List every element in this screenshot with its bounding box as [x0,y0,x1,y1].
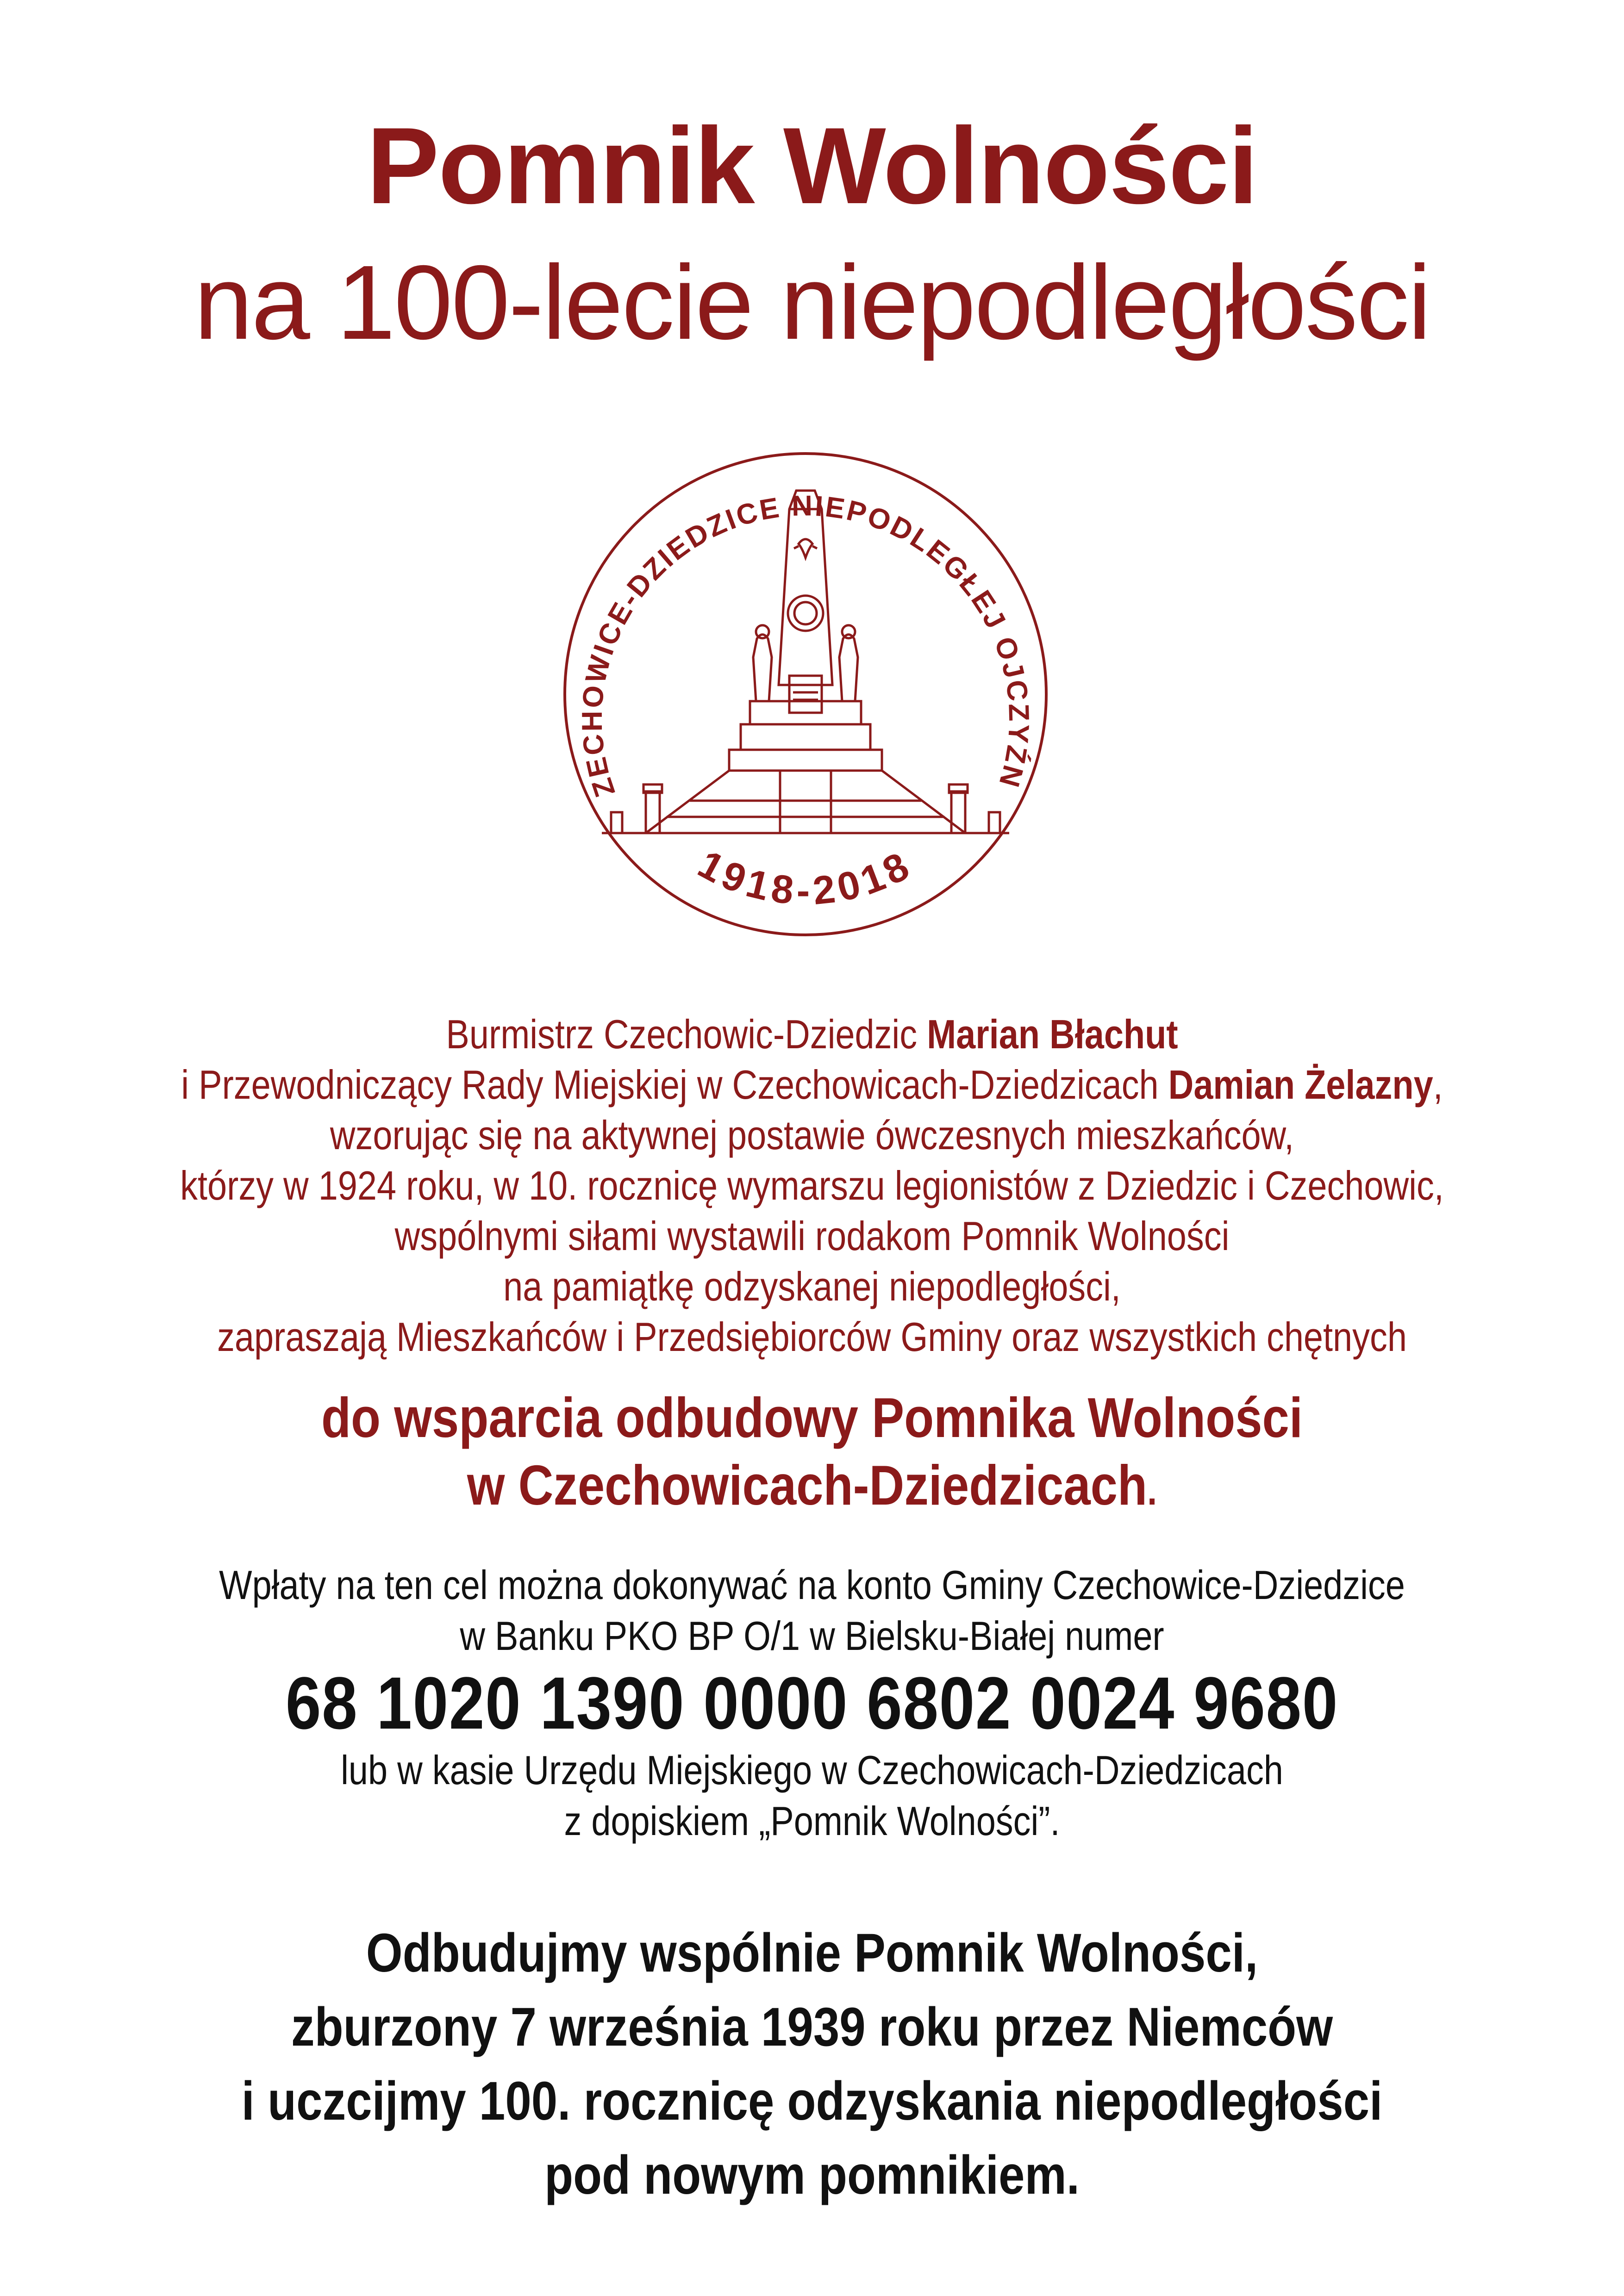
payment-info-2 [114,1745,1511,1847]
appeal-line-4: którzy w 1924 roku, w 10. rocznicę wymarszu legionistów z Dziedzic i Czechowic, [180,1163,1444,1208]
headline-line-2-text: w Czechowicach-Dziedzicach [467,1454,1148,1517]
payment-line-2: w Banku PKO BP O/1 w Bielsku-Białej numer [460,1613,1164,1659]
closing-text [114,1916,1511,2212]
payment-line-3: lub w kasie Urzędu Miejskiego w Czechowicach-Dziedzicach [341,1747,1283,1793]
monument-seal [546,435,1065,953]
appeal-line-2 [114,1059,1511,1110]
appeal-line-1 [114,1009,1511,1059]
council-chair-name: Damian Żelazny [1168,1062,1433,1108]
closing-line-2: zburzony 7 września 1939 roku przez Niemców [291,1997,1333,2058]
seal-years: 1918-2018 [691,841,920,914]
appeal-line-6: na pamiątkę odzyskanej niepodległości, [503,1263,1121,1309]
appeal-text [114,1009,1511,1362]
monument-icon [546,435,1065,953]
closing-line-4: pod nowym pomnikiem. [544,2145,1080,2206]
appeal-line-2-comma: , [1433,1062,1443,1108]
headline-line-2 [114,1451,1511,1524]
closing-line-1: Odbudujmy wspólnie Pomnik Wolności, [366,1923,1258,1984]
payment-info [114,1560,1511,1661]
mayor-name: Marian Błachut [927,1011,1178,1057]
payment-line-1: Wpłaty na ten cel można dokonywać na konto Gminy Czechowice-Dziedzice [219,1562,1405,1608]
seal-ring-text: ZECHOWICE-DZIEDZICE NIEPODLEGŁEJ OJCZYŹN [576,490,1035,801]
appeal-line-2-text: i Przewodniczący Rady Miejskiej w Czechowicach-Dziedzicach [181,1062,1168,1108]
headline-period: . [1147,1468,1157,1513]
page-title: Pomnik Wolności [366,105,1258,226]
support-headline [114,1384,1511,1524]
closing-line-3: i uczcijmy 100. rocznicę odzyskania niepodległości [241,2071,1383,2132]
payment-line-4: z dopiskiem „Pomnik Wolności”. [564,1798,1060,1844]
account-number: 68 1020 1390 0000 6802 0024 9680 [285,1661,1339,1744]
appeal-line-3: wzorując się na aktywnej postawie ówczesnych mieszkańców, [330,1112,1294,1158]
appeal-line-5: wspólnymi siłami wystawili rodakom Pomnik Wolności [394,1213,1230,1259]
appeal-line-1-text: Burmistrz Czechowic-Dziedzic [446,1011,927,1057]
headline-line-1: do wsparcia odbudowy Pomnika Wolności [321,1386,1303,1449]
appeal-line-7: zapraszają Mieszkańców i Przedsiębiorców Gminy oraz wszystkich chętnych [217,1314,1407,1360]
page-subtitle: na 100-lecie niepodległości [194,244,1430,361]
